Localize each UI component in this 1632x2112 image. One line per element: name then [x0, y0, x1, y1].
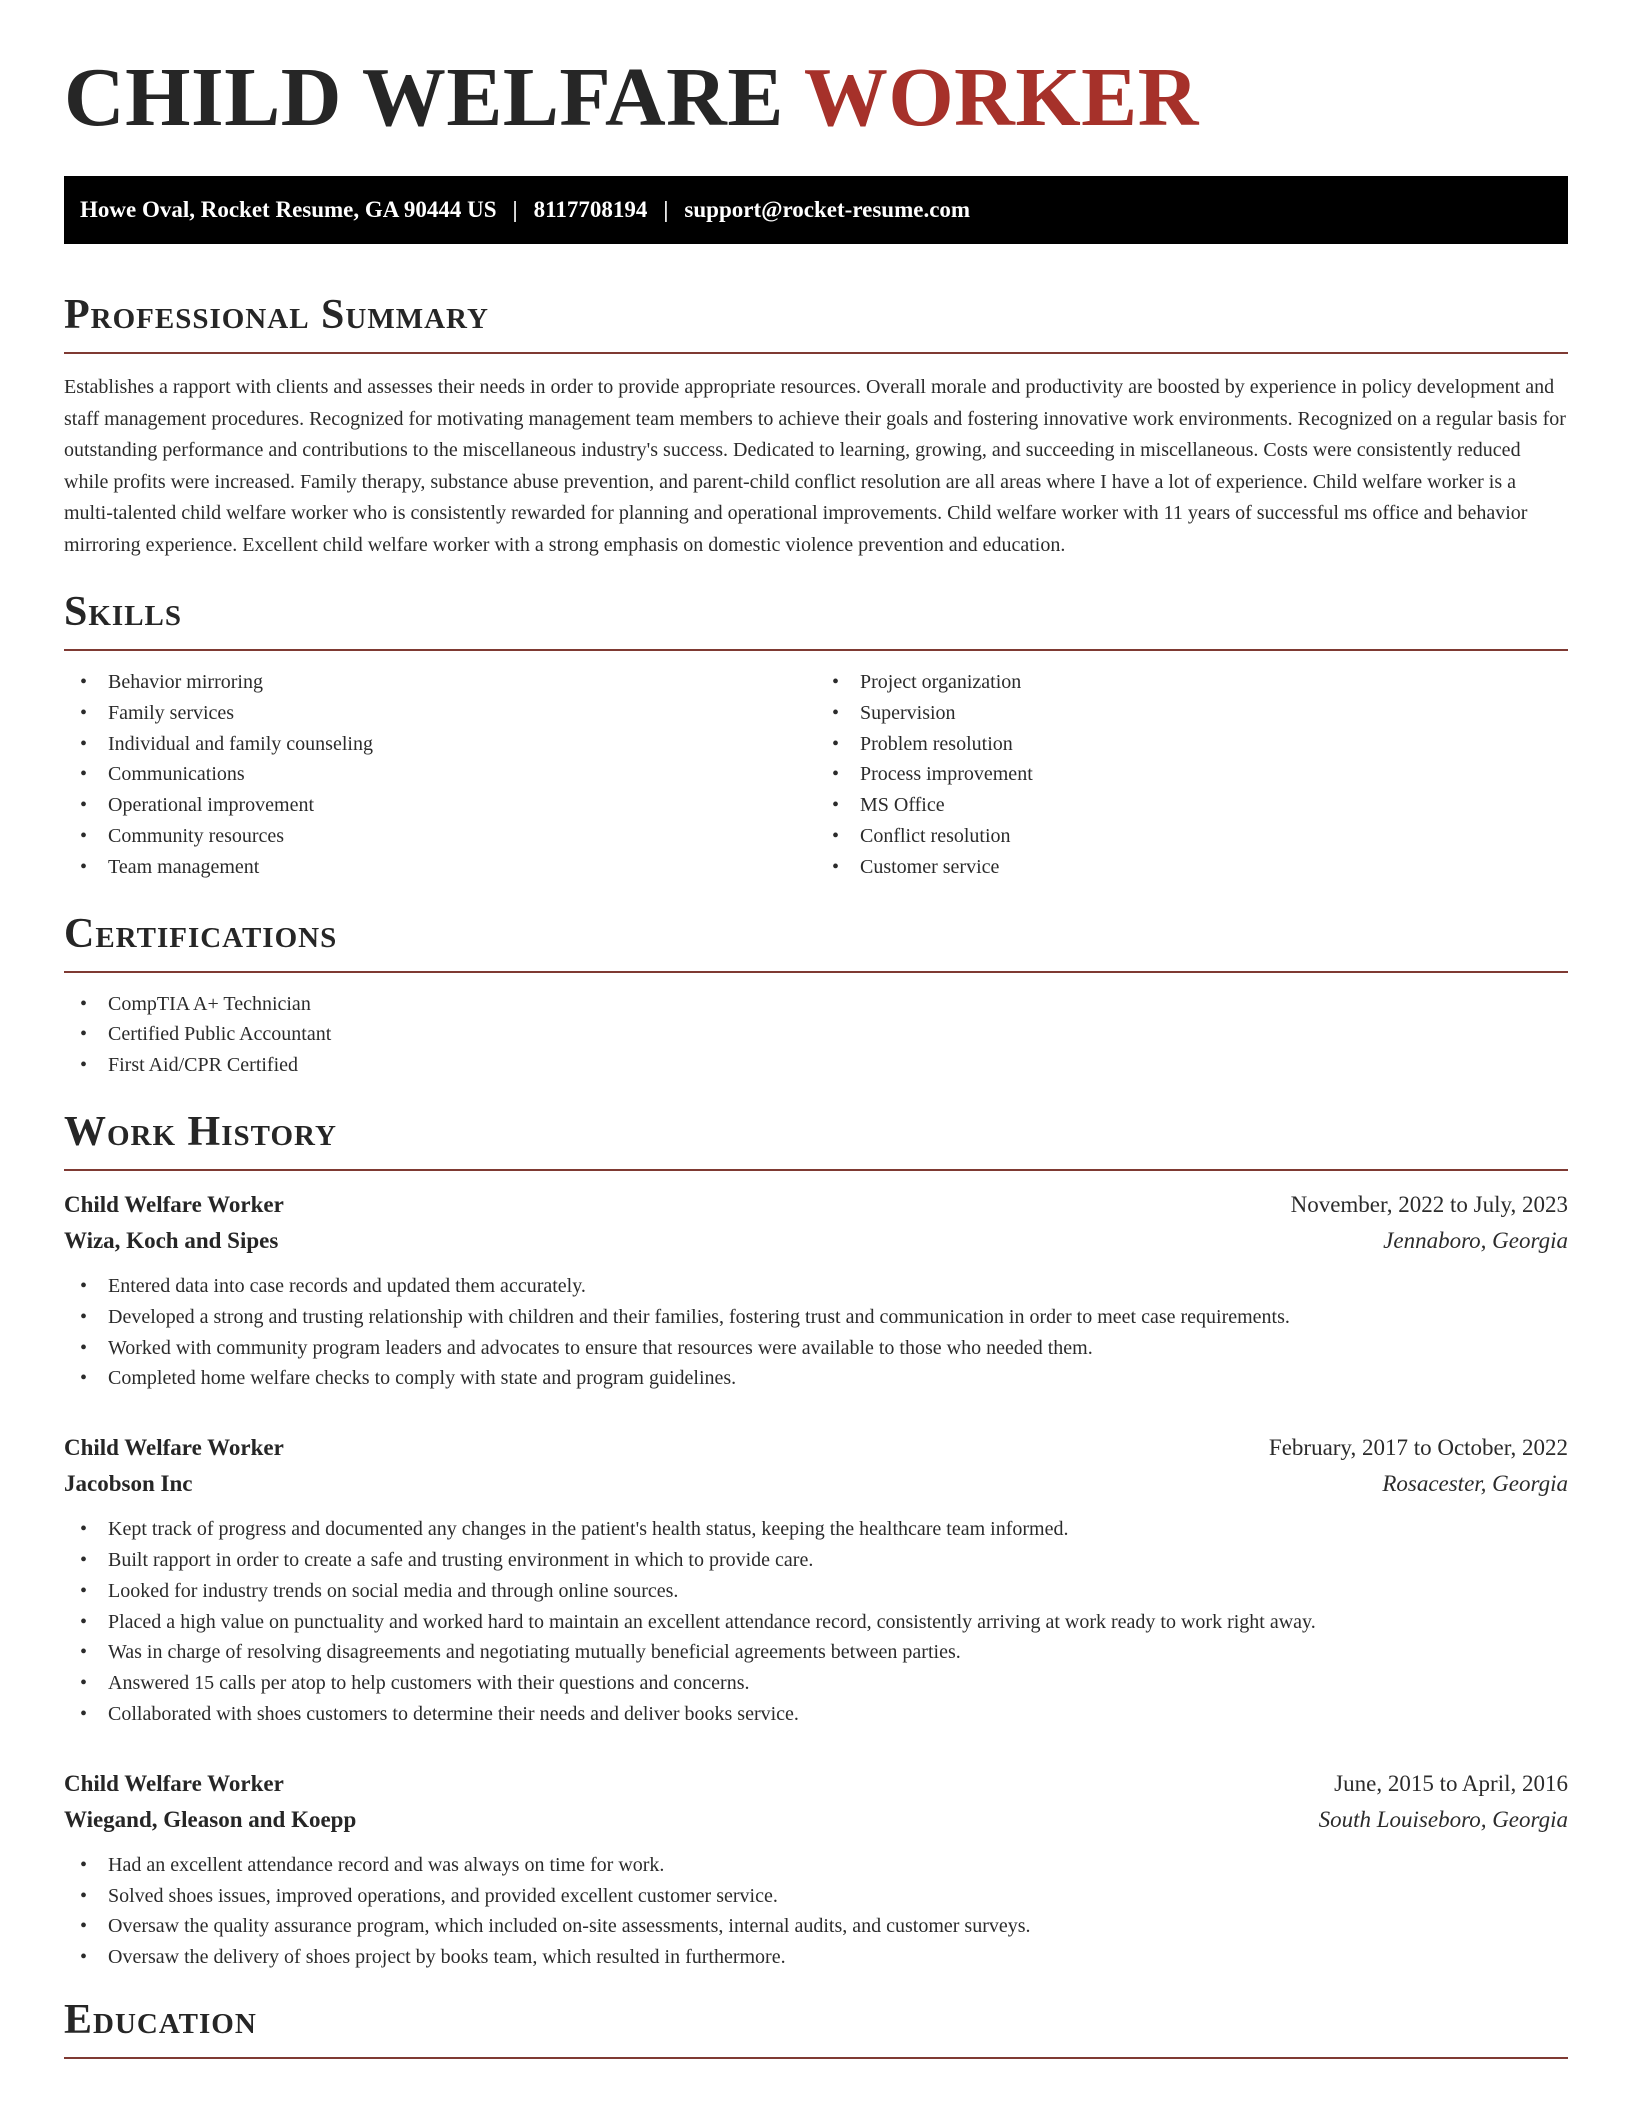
section-title-certifications: Certifications: [64, 910, 338, 957]
job-dates: November, 2022 to July, 2023: [1290, 1191, 1568, 1217]
job-bullet: • Completed home welfare checks to comply with state and program guidelines.: [80, 1363, 1568, 1394]
job-bullet: • Answered 15 calls per atop to help customers with their questions and concerns.: [80, 1668, 1568, 1699]
job-dates: June, 2015 to April, 2016: [1334, 1770, 1568, 1796]
contact-separator: |: [512, 197, 518, 222]
skill-item: • Family services: [80, 698, 816, 729]
skill-item: • Behavior mirroring: [80, 667, 816, 698]
section-divider: [64, 352, 1568, 354]
job-title: Child Welfare Worker: [64, 1770, 284, 1796]
job-bullet: • Built rapport in order to create a safe and trusting environment in which to provide care.: [80, 1545, 1568, 1576]
section-title-summary: Professional Summary: [64, 292, 489, 338]
job-entry: [64, 1766, 1568, 1973]
job-bullet: • Kept track of progress and documented any changes in the patient's health status, keeping the healthcare team informed.: [80, 1514, 1568, 1545]
skills-section: [64, 591, 1568, 883]
contact-separator: |: [663, 197, 669, 222]
contact-email: support@rocket-resume.com: [684, 197, 971, 222]
skill-item: • Team management: [80, 852, 816, 883]
contact-phone: 8117708194: [533, 197, 648, 222]
job-company: Jacobson Inc: [64, 1471, 193, 1497]
job-title: Child Welfare Worker: [64, 1435, 284, 1461]
certification-item: • CompTIA A+ Technician: [80, 989, 1568, 1020]
section-divider: [64, 971, 1568, 973]
job-entry: [64, 1430, 1568, 1730]
job-bullet: • Entered data into case records and updated them accurately.: [80, 1271, 1568, 1302]
education-section: [64, 1996, 1568, 2059]
skill-item: • Individual and family counseling: [80, 729, 816, 760]
job-header-row: [64, 1766, 1568, 1802]
job-subheader-row: [64, 1802, 1568, 1838]
job-header-row: [64, 1187, 1568, 1223]
job-bullet: • Collaborated with shoes customers to determine their needs and deliver books service.: [80, 1699, 1568, 1730]
skill-item: • Customer service: [832, 852, 1568, 883]
work-history-section: [64, 1108, 1568, 1973]
skill-item: • Process improvement: [832, 759, 1568, 790]
job-bullet: • Developed a strong and trusting relationship with children and their families, fostering trust and communication in order to meet case requirements.: [80, 1302, 1568, 1333]
contact-bar: [64, 176, 1568, 244]
job-bullet: • Oversaw the delivery of shoes project by books team, which resulted in furthermore.: [80, 1942, 1568, 1973]
job-bullet: • Had an excellent attendance record and was always on time for work.: [80, 1850, 1568, 1881]
job-location: Rosacester, Georgia: [1382, 1471, 1568, 1497]
job-bullet: • Worked with community program leaders and advocates to ensure that resources were available to those who needed them.: [80, 1333, 1568, 1364]
job-bullet: • Oversaw the quality assurance program, which included on-site assessments, internal audits, and customer surveys.: [80, 1911, 1568, 1942]
skill-item: • Supervision: [832, 698, 1568, 729]
skills-list-left: [64, 667, 816, 883]
certifications-list: [64, 989, 1568, 1081]
job-bullet: • Was in charge of resolving disagreements and negotiating mutually beneficial agreements between parties.: [80, 1637, 1568, 1668]
resume-name-heading: [64, 51, 1568, 156]
skill-item: • Project organization: [832, 667, 1568, 698]
job-bullet: • Solved shoes issues, improved operations, and provided excellent customer service.: [80, 1881, 1568, 1912]
section-divider: [64, 649, 1568, 651]
job-location: South Louiseboro, Georgia: [1318, 1806, 1568, 1832]
job-subheader-row: [64, 1223, 1568, 1259]
skill-item: • Communications: [80, 759, 816, 790]
section-title-skills: Skills: [64, 589, 183, 635]
job-entry: [64, 1187, 1568, 1394]
job-bullet: • Placed a high value on punctuality and worked hard to maintain an excellent attendance record, consistently arriving at work ready to work right away.: [80, 1607, 1568, 1638]
summary-text: Establishes a rapport with clients and assesses their needs in order to provide appropriate resources. Overall morale and productivity are boosted by experience in policy development and staff management procedures. Recognized for motivating management team members to achieve their goals and fostering innovative work environments. Recognized on a regular basis for outstanding performance and contributions to the miscellaneous industry's success. Dedicated to learning, growing, and succeeding in miscellaneous. Costs were consistently reduced while profits were increased. Family therapy, substance abuse prevention, and parent-child conflict resolution are all areas where I have a lot of experience. Child welfare worker is a multi-talented child welfare worker who is consistently rewarded for planning and operational improvements. Child welfare worker with 11 years of successful ms office and behavior mirroring experience. Excellent child welfare worker with a strong emphasis on domestic violence prevention and education.: [64, 376, 1566, 556]
job-bullets: [64, 1271, 1568, 1394]
job-bullets: [64, 1850, 1568, 1973]
job-subheader-row: [64, 1466, 1568, 1502]
skill-item: • Conflict resolution: [832, 821, 1568, 852]
certification-item: • Certified Public Accountant: [80, 1019, 1568, 1050]
summary-section: [64, 294, 1568, 561]
job-company: Wiegand, Gleason and Koepp: [64, 1806, 357, 1832]
contact-address: Howe Oval, Rocket Resume, GA 90444 US: [80, 197, 497, 222]
certification-item: • First Aid/CPR Certified: [80, 1050, 1568, 1081]
skill-item: • Community resources: [80, 821, 816, 852]
name-accent: WORKER: [803, 51, 1199, 144]
skills-list-right: [816, 667, 1568, 883]
job-bullets: [64, 1514, 1568, 1730]
skill-item: • Problem resolution: [832, 729, 1568, 760]
job-location: Jennaboro, Georgia: [1383, 1227, 1568, 1253]
job-company: Wiza, Koch and Sipes: [64, 1227, 279, 1253]
skill-item: • MS Office: [832, 790, 1568, 821]
certifications-section: [64, 910, 1568, 1081]
job-header-row: [64, 1430, 1568, 1466]
section-divider: [64, 1169, 1568, 1171]
job-title: Child Welfare Worker: [64, 1191, 284, 1217]
skill-item: • Operational improvement: [80, 790, 816, 821]
section-divider: [64, 2057, 1568, 2059]
section-title-education: Education: [64, 1996, 257, 2043]
job-bullet: • Looked for industry trends on social media and through online sources.: [80, 1576, 1568, 1607]
skills-columns: [64, 667, 1568, 883]
job-dates: February, 2017 to October, 2022: [1268, 1435, 1568, 1461]
name-primary: CHILD WELFARE: [64, 51, 784, 144]
section-title-work-history: Work History: [64, 1108, 337, 1155]
